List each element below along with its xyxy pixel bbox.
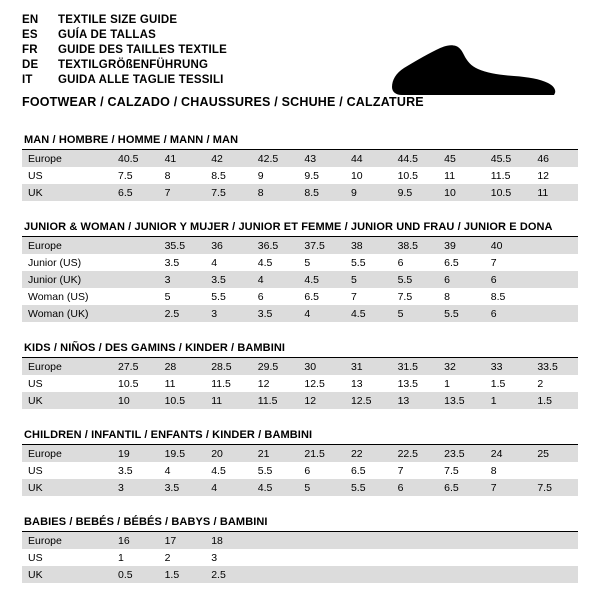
cell xyxy=(485,549,532,566)
cell: 43 xyxy=(298,150,345,167)
cell: 4.5 xyxy=(298,271,345,288)
cell xyxy=(531,532,578,549)
cell xyxy=(392,566,439,583)
cell: 10 xyxy=(350,169,363,182)
cell: 5 xyxy=(345,271,392,288)
cell: 12 xyxy=(257,377,270,390)
cell: 13.5 xyxy=(438,392,485,409)
table-row xyxy=(22,254,578,271)
row-label: US xyxy=(28,377,43,390)
cell: 3 xyxy=(205,305,252,322)
cell xyxy=(531,305,578,322)
cell: 3.5 xyxy=(164,256,180,269)
cell xyxy=(438,532,485,549)
size-table xyxy=(22,358,578,409)
cell: 3.5 xyxy=(159,479,206,496)
cell: 1 xyxy=(444,377,450,390)
row-label: Europe xyxy=(22,532,112,549)
cell: 0.5 xyxy=(112,566,159,583)
cell: 4 xyxy=(164,464,171,477)
table-row xyxy=(22,184,578,201)
cell: 18 xyxy=(205,532,252,549)
cell: 12.5 xyxy=(345,392,392,409)
cell: 11 xyxy=(164,377,176,390)
table-row xyxy=(22,392,578,409)
cell: 3 xyxy=(112,479,159,496)
language-list-body xyxy=(22,14,227,89)
cell: 12 xyxy=(537,169,550,182)
cell: 11 xyxy=(444,169,456,182)
cell: 6 xyxy=(438,271,485,288)
cell: 33.5 xyxy=(531,358,578,375)
cell xyxy=(252,566,299,583)
cell: 45 xyxy=(438,150,485,167)
cell xyxy=(298,532,345,549)
document-header xyxy=(22,14,578,114)
cell: 6.5 xyxy=(444,256,459,269)
cell: 4.5 xyxy=(211,464,226,477)
cell: 3 xyxy=(211,551,218,564)
language-text: GUÍA DE TALLAS xyxy=(58,29,156,41)
cell: 8.5 xyxy=(211,169,226,182)
cell: 5 xyxy=(164,290,171,303)
cell: 44 xyxy=(345,150,392,167)
cell: 8.5 xyxy=(298,184,345,201)
cell: 13 xyxy=(392,392,439,409)
cell: 22.5 xyxy=(392,445,439,462)
table-row xyxy=(22,566,578,583)
language-code: FR xyxy=(22,44,38,56)
cell: 21 xyxy=(252,445,299,462)
cell: 5 xyxy=(304,256,311,269)
cell: 42 xyxy=(205,150,252,167)
section-kids xyxy=(22,342,578,409)
cell: 20 xyxy=(205,445,252,462)
cell: 31.5 xyxy=(392,358,439,375)
cell: 10.5 xyxy=(485,184,532,201)
cell: 41 xyxy=(159,150,206,167)
table-row xyxy=(22,445,578,462)
cell xyxy=(345,549,392,566)
cell: 3.5 xyxy=(118,464,133,477)
cell: 40 xyxy=(485,237,532,254)
cell: 10 xyxy=(438,184,485,201)
cell xyxy=(298,566,345,583)
cell: 2.5 xyxy=(159,305,206,322)
cell: 30 xyxy=(298,358,345,375)
section-title: MAN / HOMBRE / HOMME / MANN / MAN xyxy=(22,134,578,150)
cell xyxy=(531,566,578,583)
cell: 27.5 xyxy=(112,358,159,375)
cell: 6.5 xyxy=(350,464,366,477)
cell xyxy=(252,549,299,566)
cell: 23.5 xyxy=(438,445,485,462)
table-row xyxy=(22,479,578,496)
cell: 36.5 xyxy=(252,237,299,254)
language-code: EN xyxy=(22,14,39,26)
cell: 33 xyxy=(485,358,532,375)
language-text: TEXTILE SIZE GUIDE xyxy=(58,14,178,26)
cell: 40.5 xyxy=(112,150,159,167)
section-junior-woman xyxy=(22,221,578,322)
row-label: US xyxy=(28,464,43,477)
cell: 45.5 xyxy=(485,150,532,167)
language-code: ES xyxy=(22,29,38,41)
cell: 10.5 xyxy=(159,392,206,409)
cell: 7 xyxy=(485,479,532,496)
section-title: KIDS / NIÑOS / DES GAMINS / KINDER / BAMBINI xyxy=(22,342,578,358)
table-row xyxy=(22,271,578,288)
cell: 6.5 xyxy=(112,184,159,201)
table-row xyxy=(22,532,578,549)
cell: 16 xyxy=(112,532,159,549)
table-row xyxy=(22,462,578,479)
cell: 4 xyxy=(298,305,345,322)
cell: 19 xyxy=(112,445,159,462)
row-label: UK xyxy=(22,566,112,583)
cell: 11.5 xyxy=(490,169,511,182)
cell: 35.5 xyxy=(159,237,206,254)
cell: 6.5 xyxy=(438,479,485,496)
cell: 11.5 xyxy=(252,392,299,409)
language-row xyxy=(22,59,227,74)
table-row xyxy=(22,150,578,167)
table-row xyxy=(22,375,578,392)
cell xyxy=(485,566,532,583)
language-row xyxy=(22,44,227,59)
row-label: UK xyxy=(22,392,112,409)
cell: 7 xyxy=(350,290,357,303)
cell: 6 xyxy=(257,290,264,303)
cell: 10 xyxy=(112,392,159,409)
cell xyxy=(531,271,578,288)
cell: 38 xyxy=(345,237,392,254)
cell xyxy=(531,462,578,479)
cell: 4.5 xyxy=(252,479,299,496)
cell: 10.5 xyxy=(397,169,418,182)
language-code: IT xyxy=(22,74,33,86)
cell xyxy=(112,254,159,271)
table-row xyxy=(22,237,578,254)
cell: 11.5 xyxy=(211,377,231,390)
section-children xyxy=(22,429,578,496)
cell xyxy=(438,566,485,583)
table-row xyxy=(22,549,578,566)
cell: 9.5 xyxy=(392,184,439,201)
cell: 5.5 xyxy=(345,479,392,496)
cell xyxy=(485,532,532,549)
cell: 12 xyxy=(298,392,345,409)
cell: 4.5 xyxy=(345,305,392,322)
cell: 5 xyxy=(392,305,439,322)
row-label: Europe xyxy=(22,358,112,375)
cell: 7.5 xyxy=(531,479,578,496)
cell: 11 xyxy=(531,184,578,201)
cell: 8.5 xyxy=(490,290,506,303)
size-table xyxy=(22,237,578,322)
cell: 4.5 xyxy=(257,256,273,269)
cell: 8 xyxy=(252,184,299,201)
row-label: Europe xyxy=(22,150,112,167)
row-label: US xyxy=(28,551,43,564)
cell: 28.5 xyxy=(205,358,252,375)
cell: 37.5 xyxy=(298,237,345,254)
cell: 2.5 xyxy=(205,566,252,583)
cell: 5.5 xyxy=(392,271,439,288)
cell: 2 xyxy=(537,377,544,390)
size-table xyxy=(22,445,578,496)
cell xyxy=(345,566,392,583)
cell: 6 xyxy=(304,464,311,477)
cell: 32 xyxy=(438,358,485,375)
cell: 11 xyxy=(205,392,252,409)
cell: 3.5 xyxy=(205,271,252,288)
cell: 13.5 xyxy=(397,377,418,390)
cell: 4 xyxy=(252,271,299,288)
cell: 24 xyxy=(485,445,532,462)
cell: 5.5 xyxy=(350,256,366,269)
language-row xyxy=(22,74,227,89)
cell: 28 xyxy=(159,358,206,375)
language-code: DE xyxy=(22,59,39,71)
cell: 7.5 xyxy=(205,184,252,201)
cell xyxy=(112,288,159,305)
cell xyxy=(112,271,159,288)
language-text: GUIDE DES TAILLES TEXTILE xyxy=(58,44,227,56)
cell: 6 xyxy=(397,256,404,269)
language-text: TEXTILGRÖßENFÜHRUNG xyxy=(58,59,209,71)
row-label: UK xyxy=(22,479,112,496)
cell: 7 xyxy=(490,256,497,269)
cell: 3 xyxy=(159,271,206,288)
cell: 9.5 xyxy=(304,169,319,182)
cell: 5.5 xyxy=(211,290,226,303)
cell: 5.5 xyxy=(438,305,485,322)
cell: 8 xyxy=(164,169,171,182)
size-table xyxy=(22,532,578,583)
cell: 6.5 xyxy=(304,290,319,303)
cell: 4 xyxy=(211,256,218,269)
cell: 1 xyxy=(485,392,532,409)
cell xyxy=(112,237,159,254)
cell xyxy=(531,237,578,254)
cell xyxy=(531,549,578,566)
cell xyxy=(531,288,578,305)
row-label: Junior (UK) xyxy=(22,271,112,288)
table-row xyxy=(22,288,578,305)
row-label: Woman (US) xyxy=(28,290,89,303)
cell: 2 xyxy=(164,551,171,564)
table-row xyxy=(22,358,578,375)
cell: 9 xyxy=(345,184,392,201)
cell xyxy=(531,254,578,271)
cell: 7.5 xyxy=(118,169,133,182)
cell: 6 xyxy=(485,305,532,322)
cell xyxy=(112,305,159,322)
cell xyxy=(298,549,345,566)
table-row xyxy=(22,167,578,184)
table-row xyxy=(22,305,578,322)
section-title: CHILDREN / INFANTIL / ENFANTS / KINDER / BAMBINI xyxy=(22,429,578,445)
cell xyxy=(392,532,439,549)
cell: 21.5 xyxy=(298,445,345,462)
page-title: FOOTWEAR / CALZADO / CHAUSSURES / SCHUHE / CALZATURE xyxy=(22,95,424,109)
cell: 3.5 xyxy=(252,305,299,322)
cell: 4 xyxy=(205,479,252,496)
language-row xyxy=(22,14,227,29)
cell: 1.5 xyxy=(490,377,506,390)
row-label: Woman (UK) xyxy=(22,305,112,322)
size-table xyxy=(22,150,578,201)
cell: 7.5 xyxy=(444,464,459,477)
cell xyxy=(438,549,485,566)
cell xyxy=(252,532,299,549)
cell: 9 xyxy=(257,169,264,182)
section-title: JUNIOR & WOMAN / JUNIOR Y MUJER / JUNIOR ET FEMME / JUNIOR UND FRAU / JUNIOR E DONA xyxy=(22,221,578,237)
cell: 38.5 xyxy=(392,237,439,254)
cell: 22 xyxy=(345,445,392,462)
cell: 17 xyxy=(159,532,206,549)
language-row xyxy=(22,29,227,44)
language-list xyxy=(22,14,227,89)
cell: 13 xyxy=(350,377,363,390)
cell: 29.5 xyxy=(252,358,299,375)
cell: 1.5 xyxy=(159,566,206,583)
cell: 7.5 xyxy=(397,290,413,303)
row-label: US xyxy=(28,169,43,182)
cell: 1 xyxy=(118,551,124,564)
cell: 44.5 xyxy=(392,150,439,167)
cell: 5.5 xyxy=(257,464,273,477)
section-man xyxy=(22,134,578,201)
cell: 8 xyxy=(444,290,450,303)
cell: 25 xyxy=(531,445,578,462)
cell: 10.5 xyxy=(118,377,139,390)
cell: 42.5 xyxy=(252,150,299,167)
cell: 46 xyxy=(531,150,578,167)
cell: 31 xyxy=(345,358,392,375)
cell: 19.5 xyxy=(159,445,206,462)
cell: 7 xyxy=(397,464,404,477)
cell: 36 xyxy=(205,237,252,254)
language-text: GUIDA ALLE TAGLIE TESSILI xyxy=(58,74,224,86)
row-label: Junior (US) xyxy=(28,256,82,269)
cell: 5 xyxy=(298,479,345,496)
cell: 6 xyxy=(392,479,439,496)
row-label: Europe xyxy=(22,237,112,254)
row-label: Europe xyxy=(22,445,112,462)
cell: 8 xyxy=(490,464,497,477)
section-babies xyxy=(22,516,578,583)
cell: 1.5 xyxy=(531,392,578,409)
cell xyxy=(392,549,439,566)
section-title: BABIES / BEBÉS / BÉBÉS / BABYS / BAMBINI xyxy=(22,516,578,532)
cell: 39 xyxy=(438,237,485,254)
row-label: UK xyxy=(22,184,112,201)
cell: 7 xyxy=(159,184,206,201)
cell xyxy=(345,532,392,549)
cell: 6 xyxy=(485,271,532,288)
dress-shoe-icon xyxy=(384,34,574,104)
cell: 12.5 xyxy=(304,377,325,390)
